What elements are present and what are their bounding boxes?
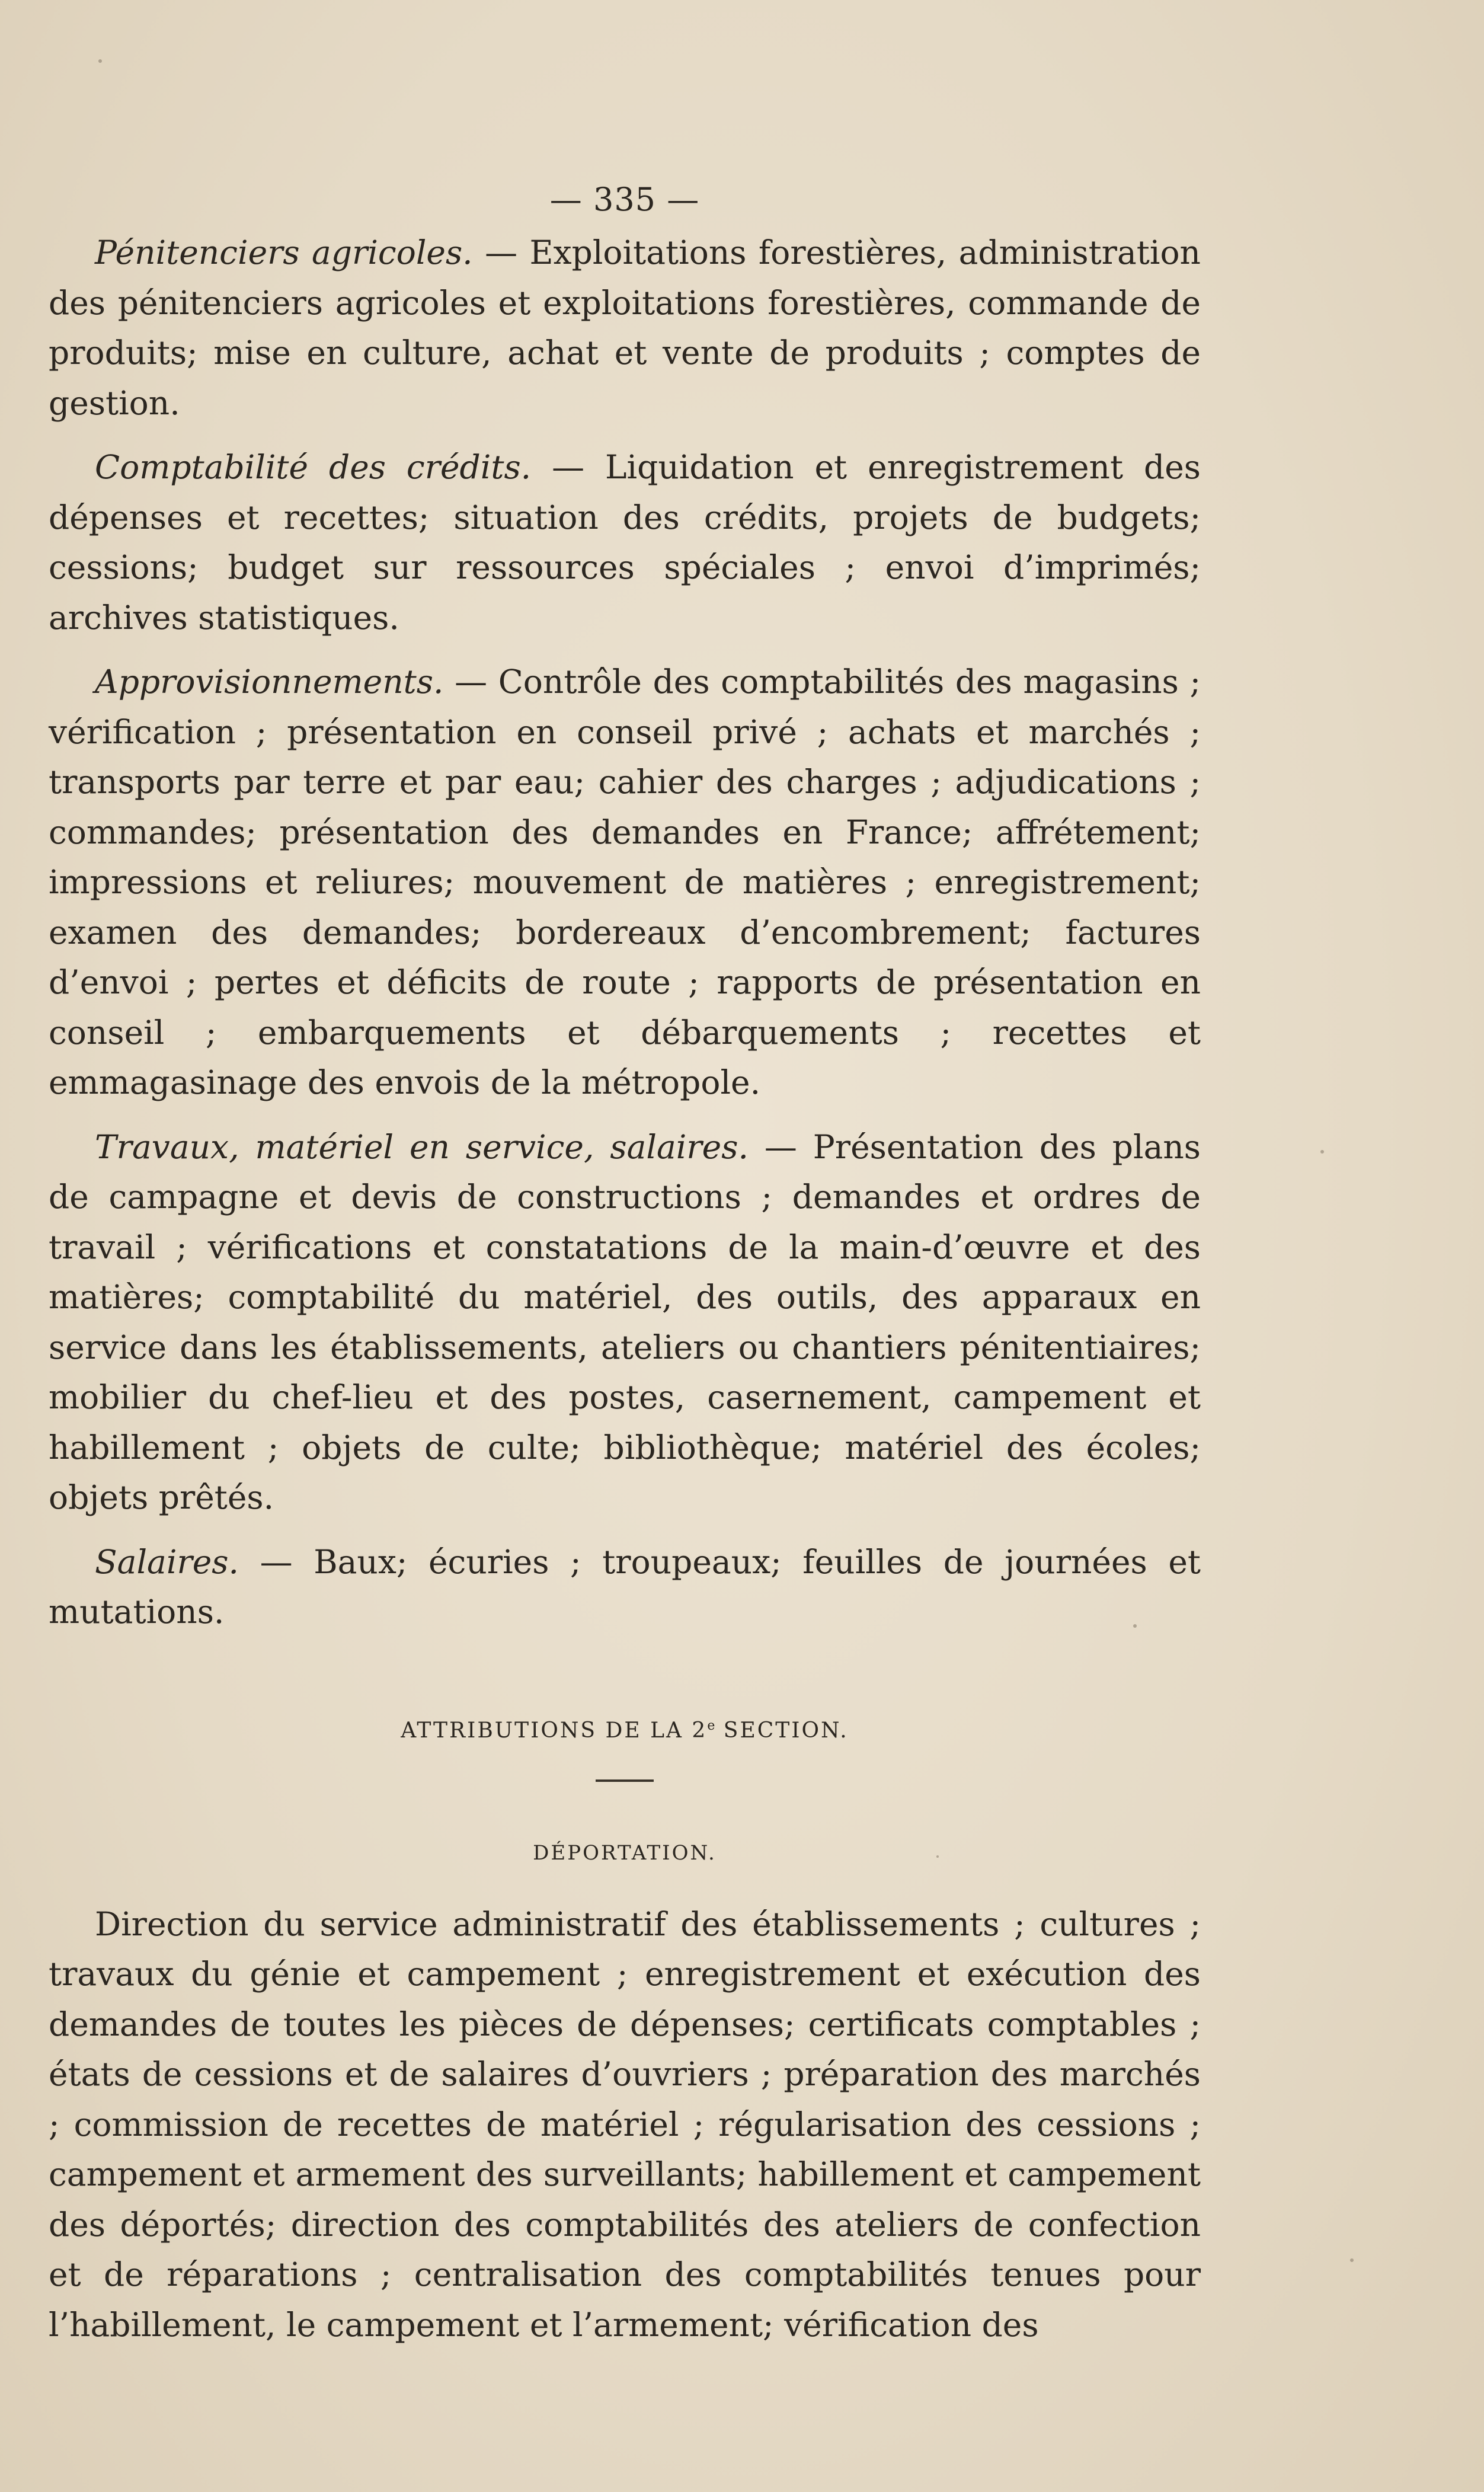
paragraph-deportation: Direction du service administratif des établissements ; cultures ; travaux du génie et campement ; enregistrement et exécution des demandes de toutes les pièces de dépenses; certificats comptables ; états de cessions et de salaires d’ouvriers ; préparation des marchés ; commission de recettes de matériel ; régularisation des cessions ; campement et armement des surveillants; habillement et campement des déportés; direction des comptabilités des ateliers de confection et de réparations ; centralisation des comptabilités tenues pour l’habillement, le campement et l’armement; vérification des [49,1905,1201,2344]
page-content [49,178,1201,2364]
paragraph-text: — Présentation des plans de campagne et devis de constructions ; demandes et ordres de travail ; vérifications et constatations de la main-d’œuvre et des matières; comptabilité du matériel, des outils, des apparaux en service dans les établissements, ateliers ou chantiers pénitentiaires; mobilier du chef-lieu et des postes, casernement, campement et habillement ; objets de culte; bibliothèque; matériel des écoles; objets prêtés. [49,1127,1201,1516]
paragraph-comptabilite [49,442,1201,643]
paragraph-travaux [49,1122,1201,1523]
paragraph-lead: Travaux, matériel en service, salaires. [95,1127,749,1166]
page-number: — 335 — [549,181,700,218]
paragraph-salaires [49,1537,1201,1637]
paper-speck [1350,2258,1354,2262]
paragraph-text: — Exploitations forestières, administration des pénitenciers agricoles et exploitations forestières, commande de produits; mise en culture, achat et vente de produits ; comptes de gestion. [49,234,1201,422]
section-title-superscript: e [707,1718,715,1733]
section-subheading: DÉPORTATION. [533,1841,717,1865]
paragraph-lead: Comptabilité des crédits. [95,448,532,486]
paragraph-penitenciers [49,228,1201,428]
paper-speck [1320,1150,1324,1154]
paragraph-lead: Salaires. [95,1542,239,1581]
paragraph-text: — Liquidation et enregistrement des dépenses et recettes; situation des crédits, projets de budgets; cessions; budget sur ressources spéciales ; envoi d’imprimés; archives statistiques. [49,448,1201,637]
paragraph-text: — Baux; écuries ; troupeaux; feuilles de journées et mutations. [49,1542,1201,1631]
section-title-before: ATTRIBUTIONS DE LA 2 [401,1718,708,1743]
paper-speck [98,59,102,63]
section-divider-rule [596,1779,654,1782]
paragraph-text: — Contrôle des comptabilités des magasins ; vérification ; présentation en conseil privé ; achats et marchés ; transports par terre et par eau; cahier des charges ; adjudications ; commandes; présentation des demandes en France; affrétement; impressions et reliures; mouvement de matières ; enregistrement; examen des demandes; bordereaux d’encombrement; factures d’envoi ; pertes et déficits de route ; rapports de présentation en conseil ; embarquements et débarquements ; recettes et emmagasinage des envois de la métropole. [49,663,1201,1101]
section-heading [49,1708,1201,1749]
paragraph-lead: Pénitenciers agricoles. [95,234,473,271]
paragraph-approvisionnements [49,657,1201,1108]
section-title-after: SECTION. [715,1718,849,1743]
paragraph-lead: Approvisionnements. [95,663,444,701]
